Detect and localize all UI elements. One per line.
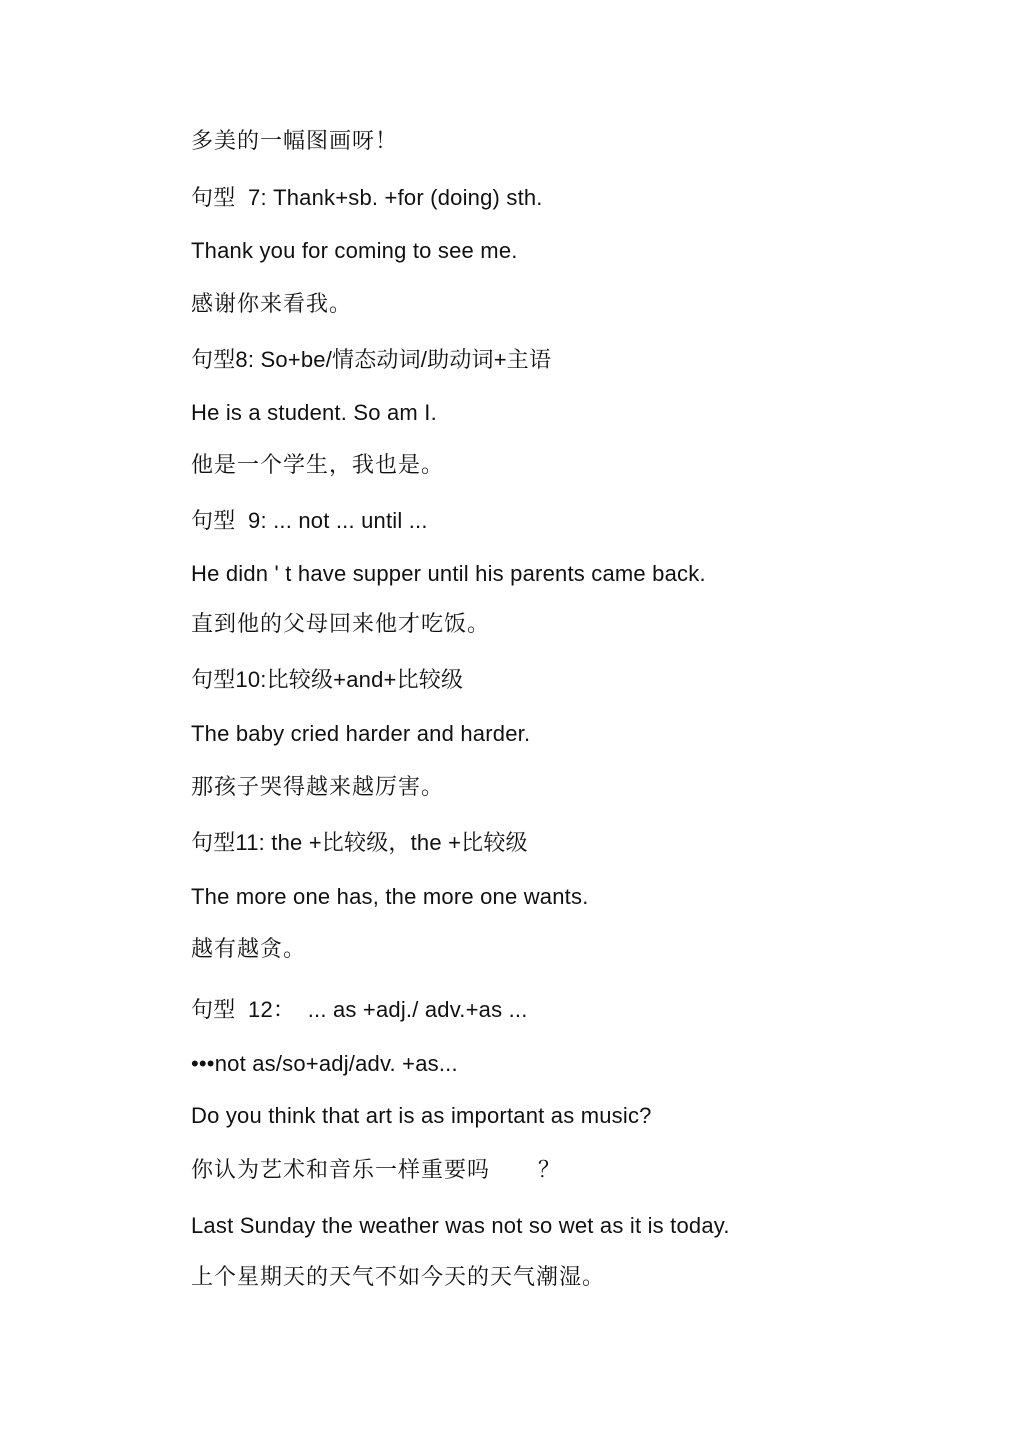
chinese-line: 他是一个学生，我也是。 <box>191 453 445 478</box>
chinese-line: 那孩子哭得越来越厉害。 <box>191 775 445 800</box>
example-sentence: Do you think that art is as important as music? <box>191 1103 652 1128</box>
chinese-line: 直到他的父母回来他才吃饭。 <box>191 612 491 637</box>
pattern-heading: 句型 12： ... as +adj./ adv.+as ... <box>191 997 528 1022</box>
chinese-line: 多美的一幅图画呀！ <box>191 129 399 154</box>
example-sentence: He didn ' t have supper until his parents came back. <box>191 561 706 586</box>
pattern-heading: 句型 7: Thank+sb. +for (doing) sth. <box>191 185 543 210</box>
example-sentence: He is a student. So am I. <box>191 400 437 425</box>
example-sentence: The baby cried harder and harder. <box>191 721 531 746</box>
example-sentence: The more one has, the more one wants. <box>191 884 589 909</box>
example-sentence: Thank you for coming to see me. <box>191 238 518 263</box>
example-sentence: Last Sunday the weather was not so wet as it is today. <box>191 1213 730 1238</box>
pattern-subheading: •••not as/so+adj/adv. +as... <box>191 1051 458 1076</box>
chinese-line: 上个星期天的天气不如今天的天气潮湿。 <box>191 1265 606 1290</box>
pattern-heading: 句型10:比较级+and+比较级 <box>191 667 464 692</box>
pattern-heading: 句型8: So+be/情态动词/助动词+主语 <box>191 347 552 372</box>
chinese-line: 越有越贪。 <box>191 937 307 962</box>
chinese-line: 你认为艺术和音乐一样重要吗 ？ <box>191 1158 561 1183</box>
pattern-heading: 句型11: the +比较级，the +比较级 <box>191 830 528 855</box>
chinese-line: 感谢你来看我。 <box>191 292 353 317</box>
pattern-heading: 句型 9: ... not ... until ... <box>191 508 428 533</box>
